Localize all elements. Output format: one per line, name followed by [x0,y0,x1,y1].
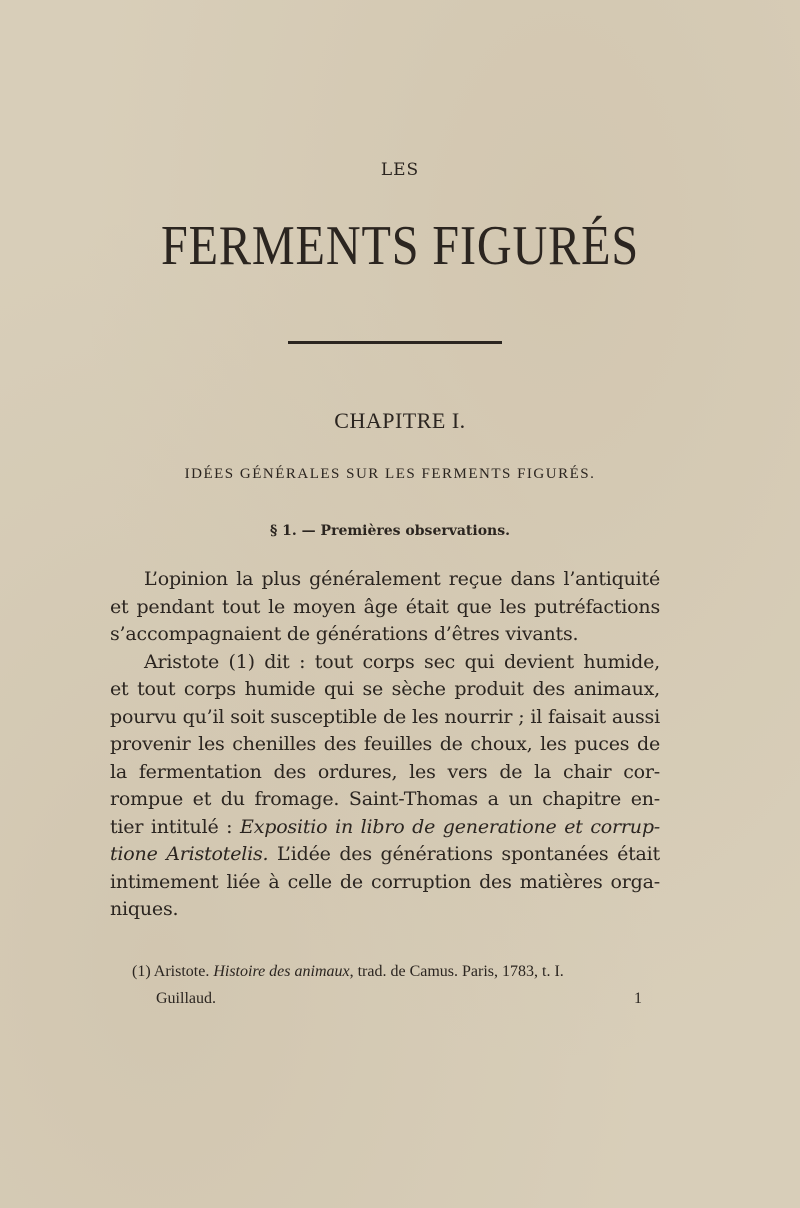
section-heading: § 1. — Premières observations. [269,523,510,539]
page-title: FERMENTS FIGURÉS [160,215,640,277]
footnote [132,958,642,1012]
title-rule [288,341,502,344]
text-line: et tout corps humide qui se sèche produit des animaux, [110,678,660,700]
footnote-line [132,958,642,985]
text-line: rompue et du fromage. Saint-Thomas a un chapitre en- [110,788,660,810]
text-fragment: L’idée des générations spontanées était [268,843,660,865]
text-line: provenir les chenilles des feuilles de choux, les puces de [110,733,660,755]
text-fragment: tier intitulé : [110,815,241,838]
text-line [110,814,660,842]
chapter-subtitle: IDÉES GÉNÉRALES SUR LES FERMENTS FIGURÉS. [184,466,596,482]
text-line: Aristote (1) dit : tout corps sec qui devient humide, [144,650,660,673]
printer-name: Guillaud. [156,990,216,1007]
footnote-book-title: Histoire des animaux [213,963,350,980]
text-line: la fermentation des ordures, les vers de la chair cor- [110,760,660,783]
text-line [110,841,660,869]
body-paragraphs [110,566,660,924]
text-line: intimement liée à celle de corruption des matières orga- [110,870,660,893]
footnote-details: , trad. de Camus. Paris, 1783, t. I. [349,963,564,980]
title-prefix: LES [380,160,420,180]
text-line: et pendant tout le moyen âge était que les putréfactions [110,595,660,618]
text-line: L’opinion la plus généralement reçue dans l’antiquité [144,568,660,590]
footnote-ref: (1) Aristote. [132,963,214,980]
text-line: niques. [110,898,179,920]
text-line: pourvu qu’il soit susceptible de les nourrir ; il faisait aussi [110,705,660,728]
signature-mark: 1 [634,990,642,1007]
chapter-heading: CHAPITRE I. [334,408,466,433]
latin-title: Expositio in libro de generatione et corrup- [240,815,660,838]
latin-title-end: tione Aristotelis. [110,843,269,865]
text-line: s’accompagnaient de générations d’êtres vivants. [110,623,579,645]
footnote-line [132,985,642,1012]
